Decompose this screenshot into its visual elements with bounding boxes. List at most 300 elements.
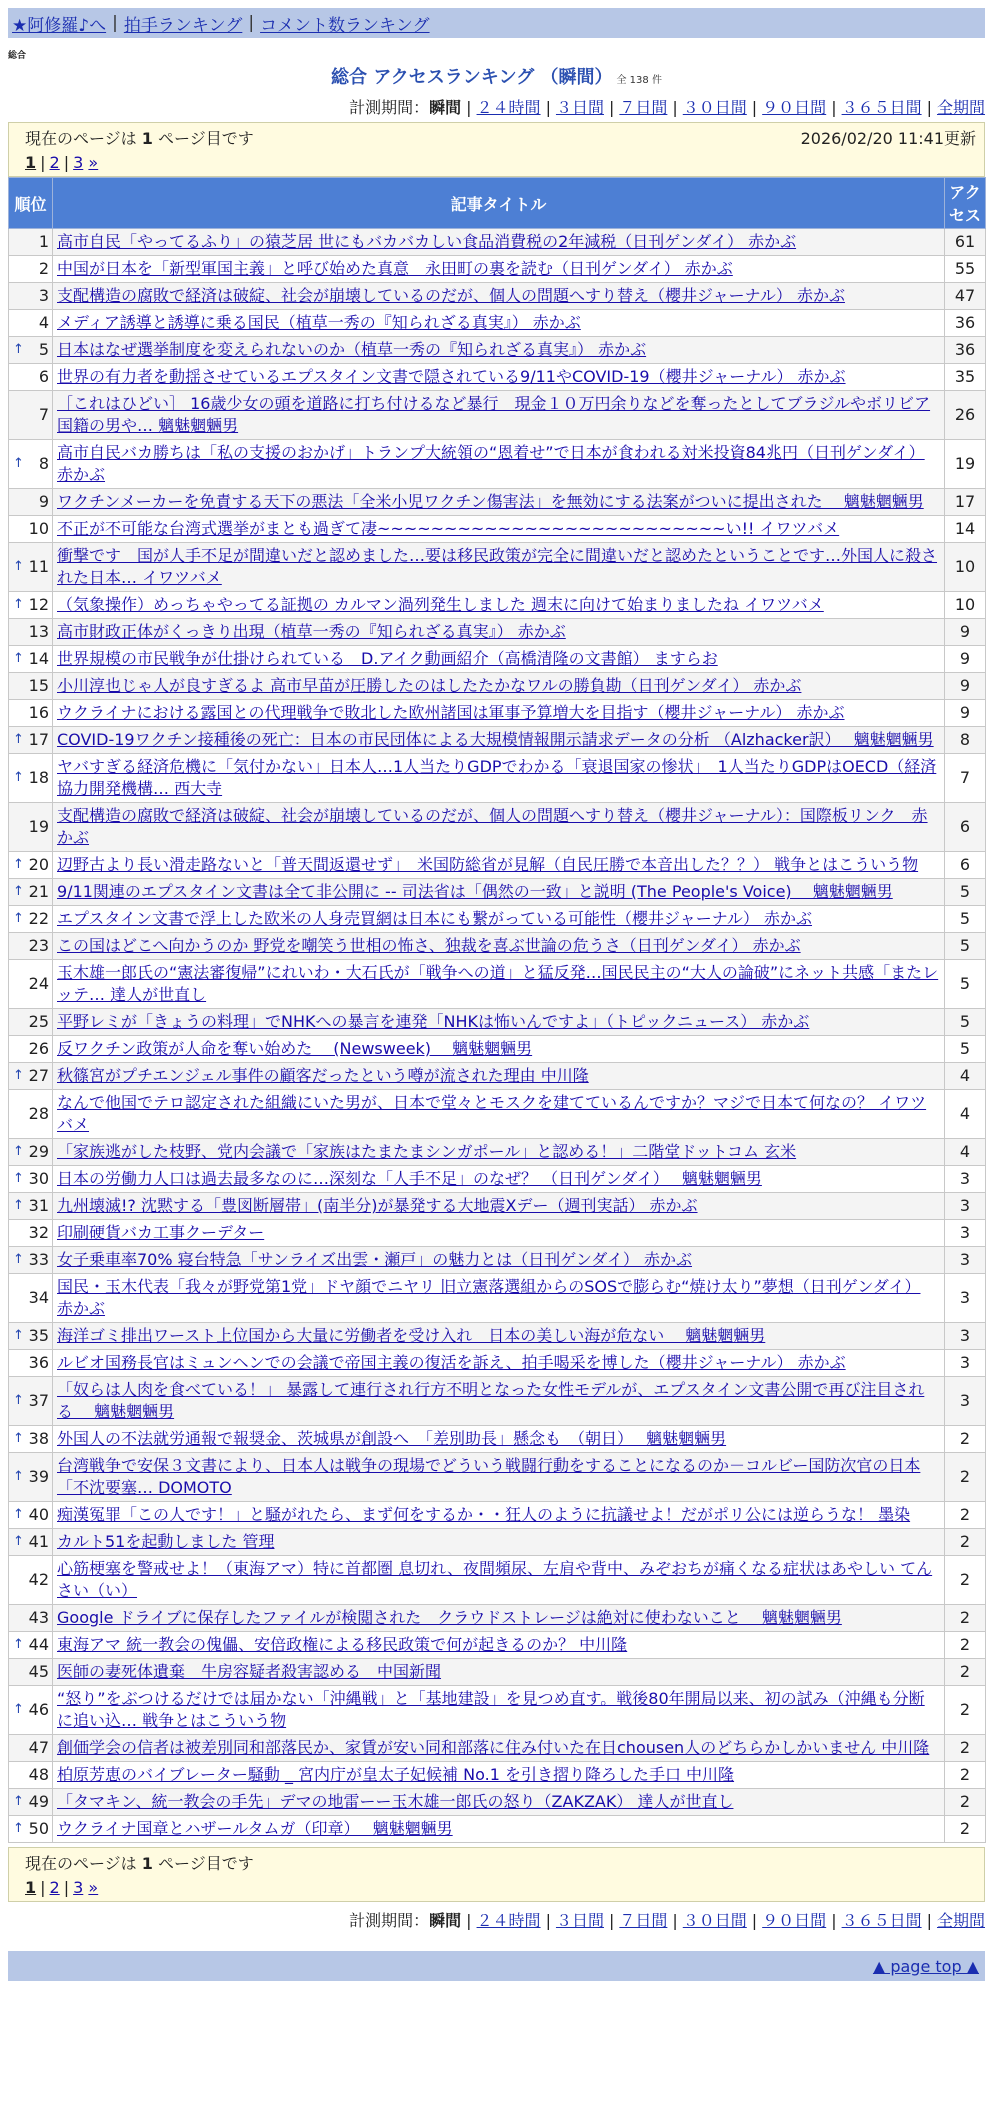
period-selector xyxy=(8,95,985,118)
title-cell xyxy=(53,1009,945,1036)
period-label: 計測期間： xyxy=(349,98,430,117)
next-page-link[interactable]: » xyxy=(88,153,99,172)
pager-status xyxy=(25,1851,974,1874)
period-option-5[interactable]: ３６５日間 xyxy=(841,98,922,117)
category-tag: 総合 xyxy=(8,51,27,61)
period-option-4[interactable]: ９０日間 xyxy=(762,1911,827,1930)
access-count: 9 xyxy=(945,619,986,646)
access-count: 55 xyxy=(945,256,986,283)
access-count: 5 xyxy=(945,933,986,960)
title-cell xyxy=(53,516,945,543)
rank-cell xyxy=(9,1247,53,1274)
rank-number: 1 xyxy=(38,232,49,251)
period-option-5[interactable]: ３６５日間 xyxy=(841,1911,922,1930)
rank-number: 5 xyxy=(38,340,49,359)
article-link[interactable]: 世界規模の市民戦争が仕掛けられている D.アイク動画紹介（高橋清隆の文書館） ますらお xyxy=(57,649,718,668)
article-link[interactable]: 高市自民「やってるふり」の猿芝居 世にもバカバカしい食品消費税の2年減税（日刊ゲンダイ） 赤かぶ xyxy=(57,232,797,251)
period-separator: | xyxy=(466,1911,472,1930)
access-count: 8 xyxy=(945,727,986,754)
title-cell xyxy=(53,1063,945,1090)
article-link[interactable]: 辺野古より長い滑走路ないと「普天間返還せず」 米国防総省が見解（自民圧勝で本音出した？？） 戦争とはこういう物 xyxy=(57,855,919,874)
access-count: 35 xyxy=(945,364,986,391)
title-cell xyxy=(53,1193,945,1220)
rank-number: 15 xyxy=(28,676,49,695)
period-separator: | xyxy=(466,98,472,117)
article-link[interactable]: 女子乗車率70% 寝台特急「サンライズ出雲・瀬戸」の魅力とは（日刊ゲンダイ） 赤かぶ xyxy=(57,1250,693,1269)
rank-number: 24 xyxy=(28,974,49,993)
title-cell xyxy=(53,1816,945,1843)
title-cell xyxy=(53,592,945,619)
rank-cell xyxy=(9,1686,53,1735)
article-link[interactable]: ウクライナ国章とハザールタムガ（印章） 魑魅魍魎男 xyxy=(57,1819,453,1838)
title-cell xyxy=(53,1735,945,1762)
rank-cell xyxy=(9,1166,53,1193)
article-link[interactable]: 創価学会の信者は被差別同和部落民か、家賃が安い同和部落に住み付いた在日chousen人のどちらかしかいません 中川隆 xyxy=(57,1738,930,1757)
up-arrow-icon: ↑ xyxy=(13,456,24,471)
article-link[interactable]: 心筋梗塞を警戒せよ！（東海アマ）特に首都圏 息切れ、夜間頻尿、左肩や背中、みぞおちが痛くなる症状はあやしい てんさい（い） xyxy=(57,1559,933,1600)
pager-box-bottom xyxy=(8,1847,985,1902)
title-cell xyxy=(53,803,945,852)
up-arrow-icon: ↑ xyxy=(13,1507,24,1522)
table-row xyxy=(9,1193,986,1220)
rank-number: 7 xyxy=(38,405,49,424)
rank-number: 38 xyxy=(28,1429,49,1448)
table-row xyxy=(9,592,986,619)
rank-number: 26 xyxy=(28,1039,49,1058)
page-current: 1 xyxy=(25,153,37,172)
table-row xyxy=(9,1735,986,1762)
pager-status-page: 1 xyxy=(141,1854,153,1873)
period-separator: | xyxy=(672,98,678,117)
title-cell xyxy=(53,1350,945,1377)
table-row xyxy=(9,1090,986,1139)
period-option-1[interactable]: ３日間 xyxy=(555,98,604,117)
table-row xyxy=(9,1377,986,1426)
period-option-1[interactable]: ３日間 xyxy=(555,1911,604,1930)
page-current: 1 xyxy=(25,1878,37,1897)
rank-number: 3 xyxy=(38,286,49,305)
period-separator: | xyxy=(545,1911,551,1930)
updated-timestamp: 2026/02/20 11:41更新 xyxy=(800,129,976,148)
table-row xyxy=(9,1426,986,1453)
page-link-3[interactable]: 3 xyxy=(73,153,84,172)
table-row xyxy=(9,229,986,256)
table-row xyxy=(9,364,986,391)
table-row xyxy=(9,646,986,673)
rank-number: 14 xyxy=(28,649,49,668)
access-header: アクセス xyxy=(945,178,986,229)
nav-applause-ranking[interactable]: 拍手ランキング xyxy=(123,15,243,36)
page-separator: | xyxy=(63,153,70,172)
rank-cell xyxy=(9,700,53,727)
period-option-4[interactable]: ９０日間 xyxy=(762,98,827,117)
title-cell xyxy=(53,440,945,489)
rank-cell xyxy=(9,646,53,673)
title-cell xyxy=(53,879,945,906)
up-arrow-icon: ↑ xyxy=(13,770,24,785)
nav-comment-ranking[interactable]: コメント数ランキング xyxy=(260,15,430,36)
access-count: 7 xyxy=(945,754,986,803)
table-row xyxy=(9,489,986,516)
rank-number: 21 xyxy=(28,882,49,901)
up-arrow-icon: ↑ xyxy=(13,559,24,574)
article-link[interactable]: 反ワクチン政策が人命を奪い始めた (Newsweek) 魑魅魍魎男 xyxy=(57,1039,533,1058)
rank-number: 31 xyxy=(28,1196,49,1215)
rank-cell xyxy=(9,1789,53,1816)
rank-header: 順位 xyxy=(9,178,53,229)
article-link[interactable]: メディア誘導と誘導に乗る国民（植草一秀の『知られざる真実』） 赤かぶ xyxy=(57,313,581,332)
up-arrow-icon: ↑ xyxy=(13,1068,24,1083)
rank-cell xyxy=(9,1274,53,1323)
rank-cell xyxy=(9,619,53,646)
period-separator: | xyxy=(545,98,551,117)
title-cell xyxy=(53,933,945,960)
rank-number: 17 xyxy=(28,730,49,749)
article-link[interactable]: 日本の労働力人口は過去最多なのに…深刻な「人手不足」のなぜ？ （日刊ゲンダイ） 魑魅魍魎男 xyxy=(57,1169,762,1188)
period-option-6[interactable]: 全期間 xyxy=(936,1911,985,1930)
rank-number: 36 xyxy=(28,1353,49,1372)
up-arrow-icon: ↑ xyxy=(13,1469,24,1484)
article-link[interactable]: 医師の妻死体遺棄 牛房容疑者殺害認める 中国新聞 xyxy=(57,1662,442,1681)
article-link[interactable]: 印刷硬貨バカ工事クーデター xyxy=(57,1223,265,1242)
period-current: 瞬間 xyxy=(429,1911,462,1930)
article-link[interactable]: 世界の有力者を動揺させているエプスタイン文書で隠されている9/11やCOVID-19（櫻井ジャーナル） 赤かぶ xyxy=(57,367,846,386)
page-top-link[interactable]: ▲ page top ▲ xyxy=(872,1956,979,1976)
access-count: 6 xyxy=(945,852,986,879)
rank-cell xyxy=(9,489,53,516)
article-link[interactable]: カルト51を起動しました 管理 xyxy=(57,1532,275,1551)
rank-cell xyxy=(9,1220,53,1247)
article-link[interactable]: 「タマキン、統一教会の手先」デマの地雷ーー玉木雄一郎氏の怒り（ZAKZAK） 達人が世直し xyxy=(57,1792,734,1811)
rank-cell xyxy=(9,1529,53,1556)
article-link[interactable]: （気象操作）めっちゃやってる証拠の カルマン渦列発生しました 週末に向けて始まりましたね イワツバメ xyxy=(57,595,824,614)
page-link-2[interactable]: 2 xyxy=(49,153,60,172)
rank-number: 39 xyxy=(28,1467,49,1486)
article-link[interactable]: 玉木雄一郎氏の“憲法審復帰”にれいわ・大石氏が「戦争への道」と猛反発…国民民主の“大人の論破”にネット共感「またレッテ… 達人が世直し xyxy=(57,963,939,1004)
rank-cell xyxy=(9,1735,53,1762)
access-count: 2 xyxy=(945,1735,986,1762)
pager-status-page: 1 xyxy=(141,129,153,148)
pager-status-prefix: 現在のページは xyxy=(25,1854,142,1873)
access-count: 9 xyxy=(945,673,986,700)
home-link[interactable]: ★阿修羅♪へ xyxy=(12,15,107,36)
title-cell xyxy=(53,1605,945,1632)
article-link[interactable]: 国民・玉木代表「我々が野党第1党」ドヤ顔でニヤリ 旧立憲落選組からのSOSで膨らむ“焼け太り”夢想（日刊ゲンダイ） 赤かぶ xyxy=(57,1277,921,1318)
period-separator: | xyxy=(608,1911,615,1930)
rank-number: 35 xyxy=(28,1326,49,1345)
up-arrow-icon: ↑ xyxy=(13,884,24,899)
next-page-link[interactable]: » xyxy=(88,1878,99,1897)
period-separator: | xyxy=(831,1911,837,1930)
table-row xyxy=(9,673,986,700)
table-row xyxy=(9,1009,986,1036)
period-option-3[interactable]: ３０日間 xyxy=(682,98,747,117)
table-row xyxy=(9,754,986,803)
article-link[interactable]: 高市財政正体がくっきり出現（植草一秀の『知られざる真実』） 赤かぶ xyxy=(57,622,566,641)
article-link[interactable]: 不正が不可能な台湾式選挙がまとも過ぎて凄~~~~~~~~~~~~~~~~~~~~~~~~~~い!! イワツバメ xyxy=(57,519,840,538)
table-row xyxy=(9,1036,986,1063)
table-row xyxy=(9,391,986,440)
rank-number: 13 xyxy=(28,622,49,641)
title-cell xyxy=(53,906,945,933)
access-count: 3 xyxy=(945,1323,986,1350)
access-count: 3 xyxy=(945,1377,986,1426)
title-cell xyxy=(53,489,945,516)
table-row xyxy=(9,1247,986,1274)
page-title: 総合 アクセスランキング （瞬間） xyxy=(331,67,613,88)
rank-cell xyxy=(9,1090,53,1139)
page-links xyxy=(25,153,974,172)
title-cell xyxy=(53,391,945,440)
rank-cell xyxy=(9,1426,53,1453)
period-label: 計測期間： xyxy=(349,1911,430,1930)
article-link[interactable]: 東海アマ 統一教会の傀儡、安倍政権による移民政策で何が起きるのか？ 中川隆 xyxy=(57,1635,628,1654)
access-count: 19 xyxy=(945,440,986,489)
up-arrow-icon: ↑ xyxy=(13,1821,24,1836)
article-link[interactable]: 支配構造の腐敗で経済は破綻、社会が崩壊しているのだが、個人の問題へすり替え（櫻井ジャーナル） 赤かぶ xyxy=(57,286,845,305)
access-count: 2 xyxy=(945,1816,986,1843)
rank-cell xyxy=(9,1453,53,1502)
rank-cell xyxy=(9,364,53,391)
article-link[interactable]: 柏原芳恵のバイブレーター騒動 _ 宮内庁が皇太子妃候補 No.1 を引き摺り降ろした手口 中川隆 xyxy=(57,1765,735,1784)
article-link[interactable]: 九州壊滅!? 沈黙する「豊図断層帯」(南半分)が暴発する大地震Xデー（週刊実話） 赤かぶ xyxy=(57,1196,698,1215)
rank-cell xyxy=(9,1502,53,1529)
article-link[interactable]: ワクチンメーカーを免責する天下の悪法「全米小児ワクチン傷害法」を無効にする法案がついに提出された 魑魅魍魎男 xyxy=(57,492,924,511)
table-row xyxy=(9,440,986,489)
article-link[interactable]: 小川淳也じゃ人が良すぎるよ 高市早苗が圧勝したのはしたたかなワルの勝負勘（日刊ゲンダイ） 赤かぶ xyxy=(57,676,802,695)
rank-cell xyxy=(9,879,53,906)
article-link[interactable]: COVID-19ワクチン接種後の死亡：日本の市民団体による大規模情報開示請求データの分析 （Alzhacker訳） 魑魅魍魎男 xyxy=(57,730,934,749)
article-link[interactable]: この国はどこへ向かうのか 野党を嘲笑う世相の怖さ、独裁を喜ぶ世論の危うさ（日刊ゲンダイ） 赤かぶ xyxy=(57,936,801,955)
period-option-0[interactable]: ２４時間 xyxy=(476,1911,541,1930)
rank-cell xyxy=(9,310,53,337)
rank-cell xyxy=(9,229,53,256)
rank-number: 34 xyxy=(28,1288,49,1307)
access-count: 3 xyxy=(945,1220,986,1247)
access-count: 4 xyxy=(945,1090,986,1139)
article-link[interactable]: 「家族逃がした枝野、党内会議で「家族はたまたまシンガポール」と認める！」二階堂ドットコム 玄米 xyxy=(57,1142,797,1161)
table-row xyxy=(9,1139,986,1166)
rank-cell xyxy=(9,1377,53,1426)
nav-separator: | xyxy=(248,13,255,33)
page-separator: | xyxy=(40,153,46,172)
rank-number: 44 xyxy=(28,1635,49,1654)
title-cell xyxy=(53,1090,945,1139)
table-row xyxy=(9,1529,986,1556)
article-link[interactable]: ウクライナにおける露国との代理戦争で敗北した欧州諸国は軍事予算増大を目指す（櫻井ジャーナル） 赤かぶ xyxy=(57,703,845,722)
title-cell xyxy=(53,1166,945,1193)
access-count: 36 xyxy=(945,337,986,364)
title-header: 記事タイトル xyxy=(53,178,945,229)
title-cell xyxy=(53,1220,945,1247)
article-link[interactable]: 平野レミが「きょうの料理」でNHKへの暴言を連発「NHKは怖いんですよ」（トピックニュース） 赤かぶ xyxy=(57,1012,810,1031)
up-arrow-icon: ↑ xyxy=(13,1144,24,1159)
access-count: 3 xyxy=(945,1350,986,1377)
article-link[interactable]: 9/11関連のエプスタイン文書は全て非公開に -- 司法省は「偶然の一致」と説明 (The People's Voice) 魑魅魍魎男 xyxy=(57,882,893,901)
up-arrow-icon: ↑ xyxy=(13,1393,24,1408)
article-link[interactable]: 秋篠宮がプチエンジェル事件の顧客だったという噂が流された理由 中川隆 xyxy=(57,1066,589,1085)
rank-number: 20 xyxy=(28,855,49,874)
table-row xyxy=(9,337,986,364)
table-row xyxy=(9,1632,986,1659)
period-option-3[interactable]: ３０日間 xyxy=(682,1911,747,1930)
article-link[interactable]: ［これはひどい］ 16歳少女の頭を道路に打ち付けるなど暴行 現金１０万円余りなどを奪ったとしてブラジルやボリビア国籍の男や… 魑魅魍魎男 xyxy=(57,394,931,435)
period-option-2[interactable]: ７日間 xyxy=(619,1911,668,1930)
table-row xyxy=(9,803,986,852)
title-cell xyxy=(53,673,945,700)
rank-number: 43 xyxy=(28,1608,49,1627)
period-option-6[interactable]: 全期間 xyxy=(936,98,985,117)
title-cell xyxy=(53,1502,945,1529)
article-link[interactable]: 「奴らは人肉を食べている！」 暴露して連行され行方不明となった女性モデルが、エプスタイン文書公開で再び注目される 魑魅魍魎男 xyxy=(57,1380,925,1421)
rank-number: 30 xyxy=(28,1169,49,1188)
rank-number: 47 xyxy=(28,1738,49,1757)
period-separator: | xyxy=(831,98,837,117)
up-arrow-icon: ↑ xyxy=(13,1637,24,1652)
rank-cell xyxy=(9,1659,53,1686)
title-cell xyxy=(53,1529,945,1556)
table-row xyxy=(9,906,986,933)
access-count: 3 xyxy=(945,1247,986,1274)
table-row xyxy=(9,1502,986,1529)
table-row xyxy=(9,543,986,592)
rank-number: 40 xyxy=(28,1505,49,1524)
rank-number: 22 xyxy=(28,909,49,928)
article-link[interactable]: 外国人の不法就労通報で報奨金、茨城県が創設へ 「差別助長」懸念も （朝日） 魑魅魍魎男 xyxy=(57,1429,727,1448)
access-count: 61 xyxy=(945,229,986,256)
access-count: 2 xyxy=(945,1453,986,1502)
rank-number: 42 xyxy=(28,1570,49,1589)
period-option-2[interactable]: ７日間 xyxy=(619,98,668,117)
article-link[interactable]: 衝撃です 国が人手不足が間違いだと認めました…要は移民政策が完全に間違いだと認めたということです…外国人に殺された日本… イワツバメ xyxy=(57,546,938,587)
article-link[interactable]: ヤバすぎる経済危機に「気付かない」日本人…1人当たりGDPでわかる「衰退国家の惨状」 1人当たりGDPはOECD（経済協力開発機構… 西大寺 xyxy=(57,757,937,798)
rank-number: 18 xyxy=(28,768,49,787)
rank-cell xyxy=(9,906,53,933)
article-link[interactable]: 支配構造の腐敗で経済は破綻、社会が崩壊しているのだが、個人の問題へすり替え（櫻井ジャーナル）：国際板リンク 赤かぶ xyxy=(57,806,928,847)
title-cell xyxy=(53,754,945,803)
access-count: 5 xyxy=(945,1036,986,1063)
rank-cell xyxy=(9,516,53,543)
access-count: 9 xyxy=(945,646,986,673)
total-count: 全 138 件 xyxy=(616,75,662,86)
article-link[interactable]: Google ドライブに保存したファイルが検閲された クラウドストレージは絶対に使わないこと 魑魅魍魎男 xyxy=(57,1608,842,1627)
rank-number: 48 xyxy=(28,1765,49,1784)
rank-number: 6 xyxy=(38,367,49,386)
rank-cell xyxy=(9,933,53,960)
page-heading xyxy=(0,63,993,89)
rank-cell xyxy=(9,673,53,700)
rank-number: 29 xyxy=(28,1142,49,1161)
title-cell xyxy=(53,1789,945,1816)
rank-cell xyxy=(9,337,53,364)
access-count: 2 xyxy=(945,1426,986,1453)
rank-number: 33 xyxy=(28,1250,49,1269)
title-cell xyxy=(53,337,945,364)
article-link[interactable]: 高市自民バカ勝ちは「私の支援のおかげ」トランプ大統領の“恩着せ”で日本が食われる対米投資84兆円（日刊ゲンダイ） 赤かぶ xyxy=(57,443,925,484)
title-cell xyxy=(53,1377,945,1426)
page-link-3[interactable]: 3 xyxy=(73,1878,84,1897)
rank-cell xyxy=(9,1605,53,1632)
up-arrow-icon: ↑ xyxy=(13,1171,24,1186)
period-option-0[interactable]: ２４時間 xyxy=(476,98,541,117)
access-count: 10 xyxy=(945,592,986,619)
rank-number: 45 xyxy=(28,1662,49,1681)
up-arrow-icon: ↑ xyxy=(13,597,24,612)
up-arrow-icon: ↑ xyxy=(13,1794,24,1809)
article-link[interactable]: なんで他国でテロ認定された組織にいた男が、日本で堂々とモスクを建てているんですか？マジで日本て何なの？ イワツバメ xyxy=(57,1093,927,1134)
rank-cell xyxy=(9,754,53,803)
access-count: 17 xyxy=(945,489,986,516)
table-row xyxy=(9,1274,986,1323)
pager-box xyxy=(8,122,985,177)
article-link[interactable]: “怒り”をぶつけるだけでは届かない「沖縄戦」と「基地建設」を見つめ直す。戦後80年開局以来、初の試み（沖縄も分断に追い込… 戦争とはこういう物 xyxy=(57,1689,925,1730)
rank-cell xyxy=(9,1816,53,1843)
rank-number: 2 xyxy=(38,259,49,278)
table-row xyxy=(9,619,986,646)
rank-cell xyxy=(9,391,53,440)
page-link-2[interactable]: 2 xyxy=(49,1878,60,1897)
rank-cell xyxy=(9,1323,53,1350)
title-cell xyxy=(53,364,945,391)
table-row xyxy=(9,1762,986,1789)
access-count: 5 xyxy=(945,1009,986,1036)
article-link[interactable]: 日本はなぜ選挙制度を変えられないのか（植草一秀の『知られざる真実』） 赤かぶ xyxy=(57,340,647,359)
table-row xyxy=(9,516,986,543)
rank-cell xyxy=(9,1063,53,1090)
rank-cell xyxy=(9,256,53,283)
rank-number: 49 xyxy=(28,1792,49,1811)
table-row xyxy=(9,933,986,960)
article-link[interactable]: ルビオ国務長官はミュンヘンでの会議で帝国主義の復活を訴え、拍手喝采を博した（櫻井ジャーナル） 赤かぶ xyxy=(57,1353,846,1372)
access-count: 3 xyxy=(945,1193,986,1220)
article-link[interactable]: エプスタイン文書で浮上した欧米の人身売買網は日本にも繋がっている可能性（櫻井ジャーナル） 赤かぶ xyxy=(57,909,813,928)
rank-number: 8 xyxy=(38,454,49,473)
table-row xyxy=(9,727,986,754)
table-row xyxy=(9,852,986,879)
article-link[interactable]: 海洋ゴミ排出ワースト上位国から大量に労働者を受け入れ 日本の美しい海が危ない 魑魅魍魎男 xyxy=(57,1326,766,1345)
table-row xyxy=(9,1323,986,1350)
table-row xyxy=(9,283,986,310)
title-cell xyxy=(53,1686,945,1735)
rank-number: 12 xyxy=(28,595,49,614)
rank-cell xyxy=(9,1009,53,1036)
table-row xyxy=(9,1789,986,1816)
table-row xyxy=(9,256,986,283)
rank-number: 9 xyxy=(38,492,49,511)
article-link[interactable]: 中国が日本を「新型軍国主義」と呼び始めた真意 永田町の裏を読む（日刊ゲンダイ） 赤かぶ xyxy=(57,259,733,278)
rank-cell xyxy=(9,803,53,852)
up-arrow-icon: ↑ xyxy=(13,1431,24,1446)
rank-cell xyxy=(9,1139,53,1166)
article-link[interactable]: 台湾戦争で安保３文書により、日本人は戦争の現場でどういう戦闘行動をすることになるのか－コルビー国防次官の日本「不沈要塞… DOMOTO xyxy=(57,1456,921,1497)
up-arrow-icon: ↑ xyxy=(13,1198,24,1213)
up-arrow-icon: ↑ xyxy=(13,342,24,357)
rank-cell xyxy=(9,1762,53,1789)
title-cell xyxy=(53,1274,945,1323)
up-arrow-icon: ↑ xyxy=(13,651,24,666)
article-link[interactable]: 痴漢冤罪「この人です！」と騒がれたら、まず何をするか・・狂人のように抗議せよ！だがポリ公には逆らうな！ 墨染 xyxy=(57,1505,911,1524)
access-count: 10 xyxy=(945,543,986,592)
access-count: 2 xyxy=(945,1789,986,1816)
access-count: 2 xyxy=(945,1762,986,1789)
access-count: 14 xyxy=(945,516,986,543)
title-cell xyxy=(53,543,945,592)
rank-number: 25 xyxy=(28,1012,49,1031)
rank-number: 41 xyxy=(28,1532,49,1551)
rank-cell xyxy=(9,592,53,619)
access-count: 2 xyxy=(945,1556,986,1605)
table-row xyxy=(9,879,986,906)
